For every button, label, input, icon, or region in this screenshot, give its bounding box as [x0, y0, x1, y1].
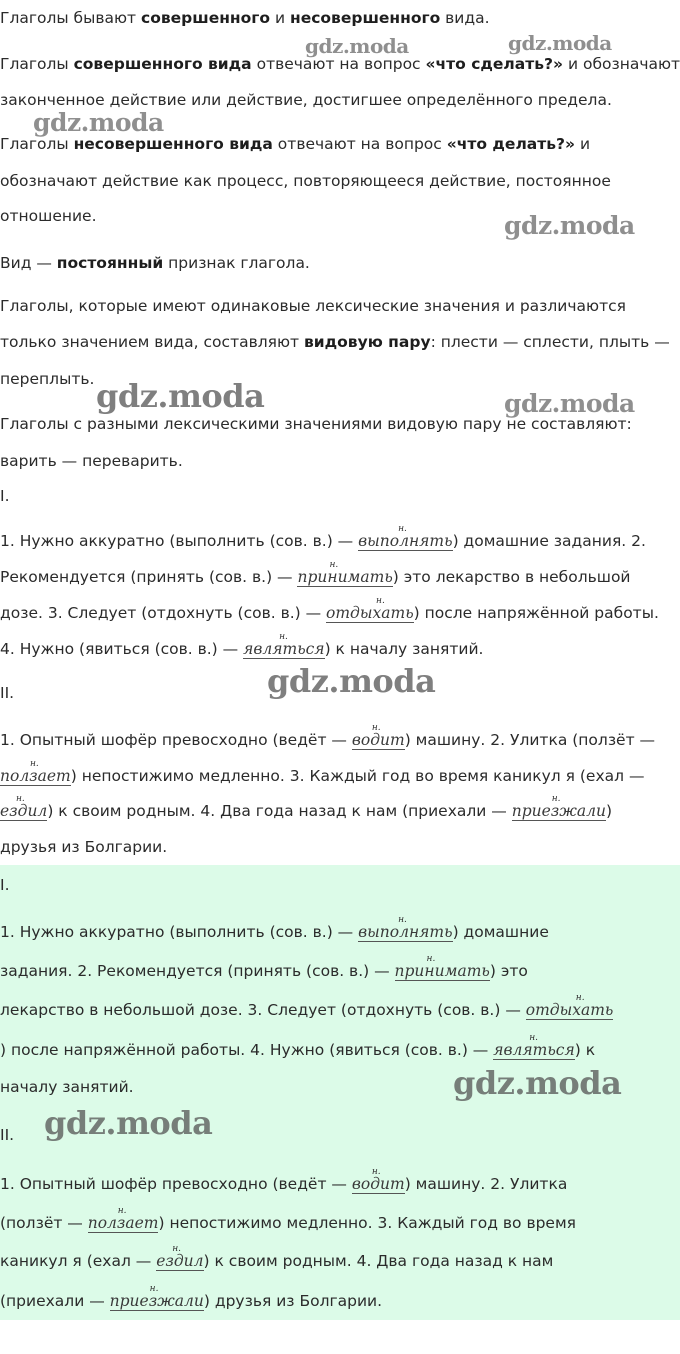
task1-line-c: дозе. 3. Следует (отдохнуть (сов. в.) — н. отдыхать) после напряжённой работы.: [0, 596, 659, 622]
watermark: gdz.moda: [44, 1104, 213, 1142]
section-roman-1: I.: [0, 487, 10, 505]
handwritten-word: н. принимать: [394, 954, 490, 980]
handwritten-word: н. водит: [351, 1167, 405, 1193]
theory-line-6: отношение.: [0, 207, 97, 225]
task1-line-a: 1. Нужно аккуратно (выполнить (сов. в.) — н. выполнять) домашние задания. 2.: [0, 524, 646, 550]
task1-line-g: н. ездил) к своим родным. 4. Два года назад к нам (приехали — н. приезжали): [0, 794, 613, 820]
answer-roman-1: I.: [0, 876, 10, 894]
watermark: gdz.moda: [453, 1064, 622, 1102]
answer-line-i: (приехали — н. приезжали) друзья из Болгарии.: [0, 1284, 383, 1310]
handwritten-word: н. отдыхать: [326, 596, 414, 622]
theory-line-12: варить — переварить.: [0, 452, 183, 470]
handwritten-word: н. ездил: [0, 794, 48, 820]
watermark: gdz.moda: [33, 108, 164, 137]
handwritten-word: н. отдыхать: [525, 993, 614, 1019]
theory-line-10: переплыть.: [0, 370, 95, 388]
answer-line-d: ) после напряжённой работы. 4. Нужно (явиться (сов. в.) — н. являться) к: [0, 1033, 596, 1059]
theory-line-2: Глаголы совершенного вида отвечают на вопрос «что сделать?» и обозначают: [0, 55, 680, 73]
handwritten-word: н. приезжали: [511, 794, 606, 820]
watermark: gdz.moda: [267, 662, 436, 700]
theory-line-5: обозначают действие как процесс, повторяющееся действие, постоянное: [0, 172, 611, 190]
watermark: gdz.moda: [96, 377, 265, 415]
handwritten-word: н. являться: [493, 1033, 575, 1059]
task1-line-b: Рекомендуется (принять (сов. в.) — н. принимать) это лекарство в небольшой: [0, 560, 631, 586]
watermark: gdz.moda: [305, 34, 409, 58]
handwritten-word: н. выполнять: [358, 524, 453, 550]
handwritten-word: н. ползает: [0, 759, 71, 785]
watermark: gdz.moda: [504, 389, 635, 418]
section-roman-2: II.: [0, 684, 15, 702]
answer-line-b: задания. 2. Рекомендуется (принять (сов. в.) — н. принимать) это: [0, 954, 528, 980]
handwritten-word: н. ползает: [87, 1206, 159, 1232]
theory-line-11: Глаголы с разными лексическими значениями видовую пару не составляют:: [0, 415, 632, 433]
theory-line-8: Глаголы, которые имеют одинаковые лексические значения и различаются: [0, 297, 626, 315]
task1-line-d: 4. Нужно (явиться (сов. в.) — н. являться) к началу занятий.: [0, 632, 484, 658]
handwritten-word: н. ездил: [156, 1244, 204, 1270]
handwritten-word: н. выполнять: [358, 915, 453, 941]
handwritten-word: н. приезжали: [109, 1284, 204, 1310]
handwritten-word: н. водит: [351, 723, 405, 749]
task1-line-e: 1. Опытный шофёр превосходно (ведёт — н. водит) машину. 2. Улитка (ползёт —: [0, 723, 656, 749]
answer-line-e: началу занятий.: [0, 1078, 134, 1096]
task1-line-h: друзья из Болгарии.: [0, 838, 168, 856]
theory-line-4: Глаголы несовершенного вида отвечают на вопрос «что делать?» и: [0, 135, 591, 153]
answer-roman-2: II.: [0, 1126, 15, 1144]
answer-line-g: (ползёт — н. ползает) непостижимо медленно. 3. Каждый год во время: [0, 1206, 576, 1232]
handwritten-word: н. принимать: [297, 560, 393, 586]
answer-line-h: каникул я (ехал — н. ездил) к своим родным. 4. Два года назад к нам: [0, 1244, 554, 1270]
answer-line-c: лекарство в небольшой дозе. 3. Следует (отдохнуть (сов. в.) — н. отдыхать: [0, 993, 614, 1019]
watermark: gdz.moda: [504, 211, 635, 240]
answer-line-f: 1. Опытный шофёр превосходно (ведёт — н. водит) машину. 2. Улитка: [0, 1167, 568, 1193]
theory-line-3: законченное действие или действие, достигшее определённого предела.: [0, 91, 612, 109]
handwritten-word: н. являться: [243, 632, 325, 658]
watermark: gdz.moda: [508, 31, 612, 55]
theory-line-9: только значением вида, составляют видовую пару: плести — сплести, плыть —: [0, 333, 670, 351]
task1-line-f: н. ползает) непостижимо медленно. 3. Каждый год во время каникул я (ехал —: [0, 759, 645, 785]
answer-line-a: 1. Нужно аккуратно (выполнить (сов. в.) — н. выполнять) домашние: [0, 915, 549, 941]
theory-line-1: Глаголы бывают совершенного и несовершенного вида.: [0, 9, 490, 27]
theory-line-7: Вид — постоянный признак глагола.: [0, 254, 310, 272]
